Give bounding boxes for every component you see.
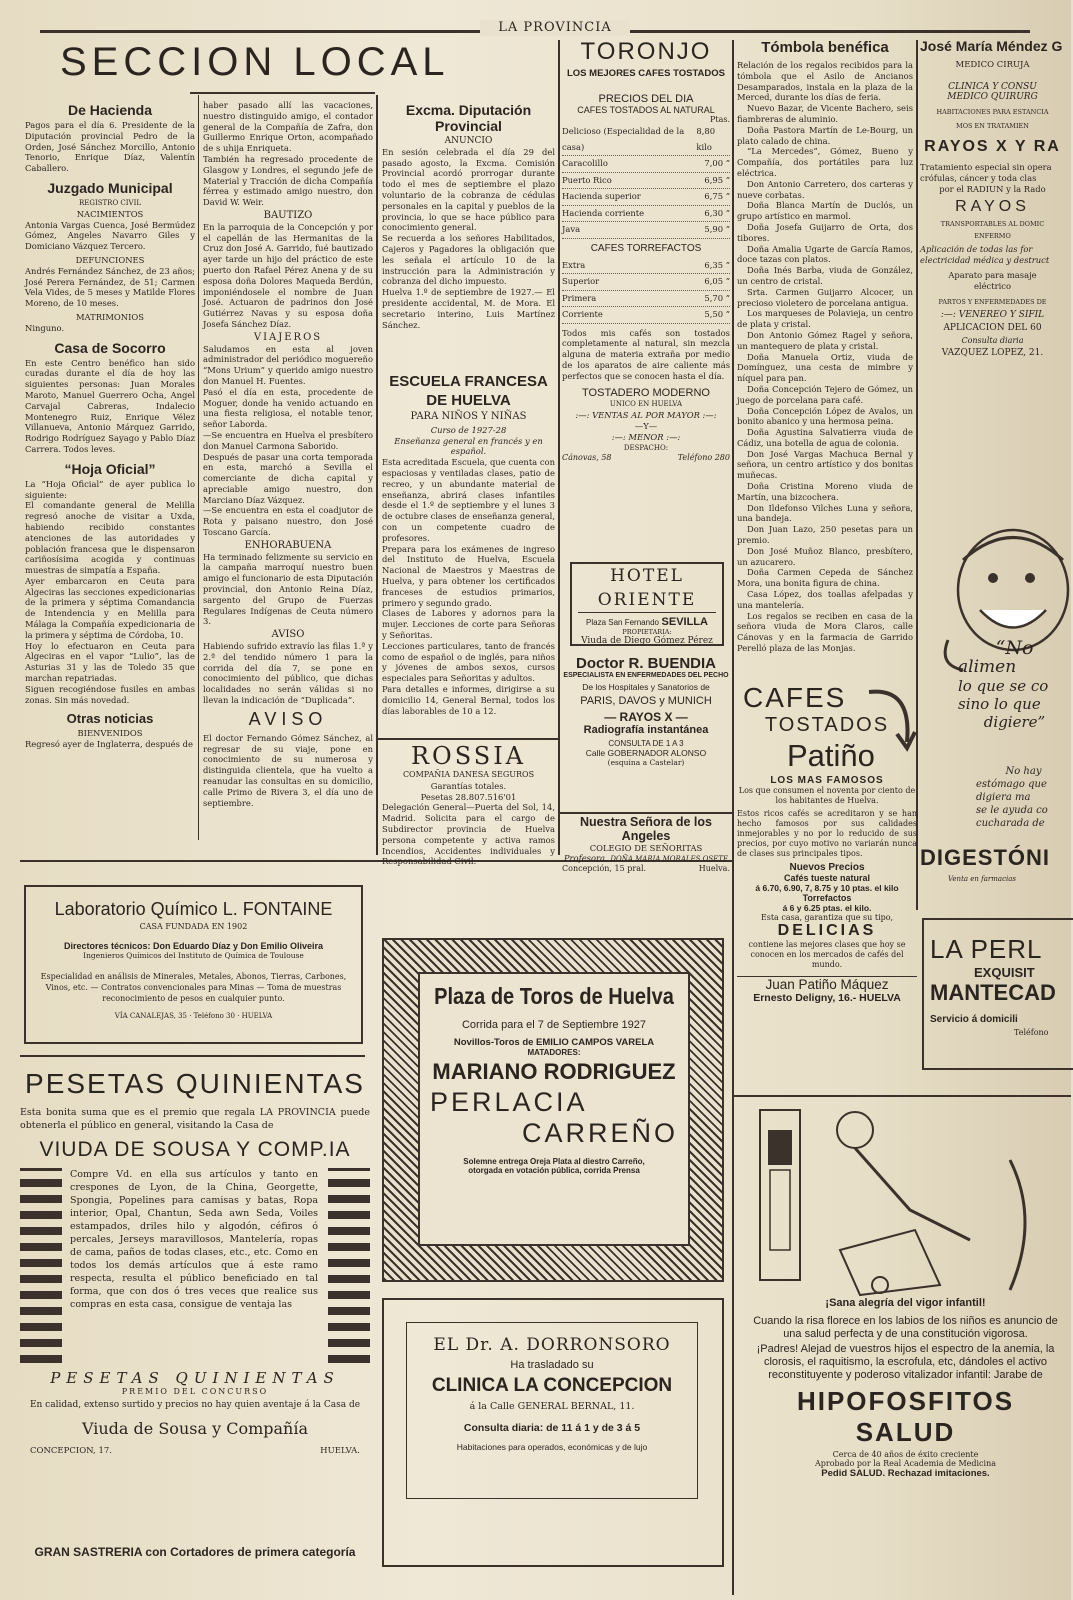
aviso-2-title: AVISO (248, 708, 328, 729)
fontaine-ing: Ingenieros Químicos del Instituto de Química de Toulouse (83, 951, 304, 960)
patino-tp: á 6 y 6.25 ptas. el kilo. (782, 903, 872, 913)
mendez-title: José María Méndez G (920, 38, 1063, 54)
column-1 (25, 100, 195, 840)
toros-corrida: Corrida para el 7 de Septiembre 1927 (461, 1019, 647, 1031)
buendia-esp: ESPECIALISTA EN ENFERMEDADES DEL PECHO (563, 672, 729, 679)
diputacion-title: Excma. Diputación Provincial (405, 102, 532, 134)
enhorabuena-title: ENHORABUENA (244, 539, 332, 551)
mendez-apl2: APLICACION DEL 60 (943, 322, 1042, 333)
viajeros-text-3: —Se encuentra en Huelva el presbítero don Manuel Carmona Saborido. (203, 429, 373, 451)
toronjo-ptas: Ptas. (709, 115, 730, 124)
masthead-title: LA PROVINCIA (480, 20, 630, 36)
diputacion-text-2: Se recuerda a los señores Habilitados, Cajeros y Pagadores la obligación que les señala el artículo 10 de la instrucción para la Administración y cobranza del dicho impuesto. (382, 233, 555, 287)
diputacion-text-1: En sesión celebrada el día 29 del pasado agosto, la Excma. Comisión Provincial acordó prorrogar durante todo el mes de septiembre el plazo voluntario de la cobranza de cédulas personales en la capital y pueblos de la provincia, lo que se hace público para conocimiento general. (382, 146, 555, 233)
digeston-se: se le ayuda co (976, 805, 1048, 816)
angeles-title: Nuestra Señora de los Angeles (580, 815, 712, 843)
toronjo-unico: UNICO EN HUELVA (609, 400, 683, 409)
digeston-nohay: No hay (1005, 766, 1042, 777)
toros-matador-2: PERLACIA (430, 1087, 588, 1117)
hipo-salud: SALUD (855, 1417, 956, 1447)
price-row (562, 156, 730, 173)
diputacion-text-3: Huelva 1.º de septiembre de 1927.— El presidente accidental, M. de Mora. El secretario interino, Luis Martínez Sánchez. (382, 287, 555, 330)
hipo-brand: HIPOFOSFITOS (796, 1386, 1015, 1416)
aviso-1-text: Habiendo sufrido extravío las filas 1.ª y 2.ª del tendido número 1 para la corrida del día 7, se pone en conocimiento del público, que dichas localidades no serán válidas si no llevan la indicación de “Duplicada”. (203, 641, 373, 706)
hipo-aprob: Aprobado por la Real Academia de Medicina (814, 1459, 997, 1468)
tombola-item: Don Antonio Carretero, dos carteras y nueve corbatas. (737, 178, 913, 200)
angeles-addr: Concepción, 15 pral. (562, 863, 647, 873)
toronjo-ad (562, 38, 730, 558)
toronjo-address: Cánovas, 58 (562, 453, 612, 463)
price-row (562, 173, 730, 190)
mendez-cro: crófulas, cáncer y toda clas (920, 172, 1037, 183)
mendez-quirurg: MEDICO QUIRURG (947, 92, 1038, 102)
socorro-title: Casa de Socorro (54, 339, 166, 356)
perla-serv: Servicio á domicili (930, 1014, 1018, 1025)
mendez-rad: por el RADIUN y la Rado (939, 183, 1046, 194)
toros-matadores: MATADORES: (527, 1048, 581, 1057)
tombola-list (737, 103, 913, 654)
digeston-venta: Venta en farmacias (948, 875, 1016, 883)
patino-famosos: LOS MAS FAMOSOS (770, 775, 884, 786)
escuela-text-2: Prepara para los exámenes de ingreso del Instituto de Huelva, Escuela Nacional de Maestros y Maestras de Huelva, y para obtener los certificados franceses de estudios primarios, primero y segundo grado. (382, 543, 555, 608)
escuela-text-3: Clases de Labores y adornos para la mujer. Lecciones de corte para Señoras y Señoritas. (382, 608, 555, 640)
hoja-text-5: Siguen recogiéndose fusiles en ambas zonas. Sin más novedad. (25, 683, 195, 705)
dorronsoro-title: EL Dr. A. DORRONSORO (433, 1335, 671, 1355)
toronjo-price-list-natural (562, 124, 730, 239)
dorronsoro-calle: á la Calle GENERAL BERNAL, 11. (469, 1401, 635, 1412)
tombola-item: Doña Carmen Cepeda de Sánchez Mora, una bonita figura de china. (737, 567, 913, 589)
digeston-lo: lo que se co (958, 677, 1049, 695)
price-value: 6,30 ” (704, 207, 730, 218)
price-row (562, 124, 730, 156)
toronjo-title: TORONJO (580, 38, 712, 65)
buendia-consulta: CONSULTA DE 1 A 3 (608, 739, 684, 748)
mendez-ven: :—: VENEREO Y SIFIL (940, 309, 1045, 320)
tombola-item: Los marqueses de Polavieja, un centro de plata y cristal. (737, 308, 913, 330)
tombola-item: Los regalos se reciben en casa de la señora viuda de Mora Claros, calle Cánovas y en la farmacia de Garrido Perelló plaza de las Monjas. (737, 610, 913, 654)
viajeros-text-5: —Se encuentra en esta el coadjutor de Rota y paisano nuestro, don José Toscano García. (203, 505, 373, 538)
mendez-rayos: RAYOS X Y RA (924, 138, 1061, 155)
patino-garantia: Esta casa, garantiza que su tipo, (760, 913, 894, 922)
pesetas-quinientas-ad (20, 1062, 370, 1542)
mendez-apar: Aparato para masaje (948, 269, 1037, 280)
digeston-estomago: estómago que (976, 779, 1047, 790)
ornament-right (328, 1168, 370, 1363)
escuela-francesa (382, 370, 555, 735)
tombola-item: Casa López, dos toallas afelpadas y una mantelería. (737, 589, 913, 610)
hoja-title: “Hoja Oficial” (64, 460, 156, 477)
gran-sastreria: GRAN SASTRERIA con Cortadores de primera categoría (34, 1545, 356, 1559)
digeston-no: “No (995, 637, 1034, 659)
digeston-sino: sino lo que (958, 695, 1041, 713)
hipo-pedid: Pedid SALUD. Rechazad imitaciones. (821, 1468, 990, 1479)
tombola-item: Doña Agustina Salvatierra viuda de Cádiz, una botella de agua de colonia. (737, 427, 913, 448)
toros-matador-1: MARIANO RODRIGUEZ (432, 1059, 676, 1084)
hotel-title: HOTEL ORIENTE (578, 564, 716, 613)
pesetas-city: HUELVA. (320, 1445, 360, 1456)
buendia-hosp: De los Hospitales y Sanatorios de (582, 682, 710, 692)
price-row (562, 258, 730, 275)
toros-title: Plaza de Toros de Huelva (434, 984, 674, 1010)
toronjo-note: Todos mis cafés son tostados completamente al natural, sin mezcla alguna de materia extraña por medio de los aparatos de aire caliente más perfectos que se conocen hasta el día. (562, 327, 730, 381)
digeston-cuch: cucharada de (976, 818, 1045, 829)
angeles-name: DOÑA MARIA MORALES OSETE (610, 854, 729, 863)
escuela-text-4: Lecciones particulares, tanto de francés como de español o de inglés, para niños y jóvenes de ambos sexos, cursos especiales para Señoritas y adultos. (382, 640, 555, 684)
toronjo-natural: CAFES TOSTADOS AL NATURAL (577, 105, 715, 115)
toronjo-ventas: :—: VENTAS AL POR MAYOR :—: (575, 410, 717, 421)
juzgado-title: Juzgado Municipal (47, 179, 173, 196)
patino-name: Juan Patiño Máquez (737, 976, 917, 992)
buendia-rayos: — RAYOS X — (604, 710, 688, 724)
tombola-item: Doña Pastora Martín de Le-Bourg, un plato calado de china. (737, 124, 913, 146)
patino-tostados: TOSTADOS (764, 714, 890, 736)
tombola-item: “La Mercedes”, Gómez, Bueno y Compañía, dos portátiles para luz eléctrica. (737, 146, 913, 178)
tombola-item: Nuevo Bazar, de Vicente Bachero, seis fiambreras de aluminio. (737, 103, 913, 124)
hacienda-title: De Hacienda (67, 102, 153, 118)
nacimientos-title: NACIMIENTOS (76, 208, 144, 219)
tombola-item: Doña Concepción Tejero de Gómez, un juego de porcelana para café. (737, 383, 913, 405)
price-value: 8,80 kilo (696, 126, 716, 152)
pesetas-body: Compre Vd. en ella sus artículos y tanto en crespones de Lyon, de la China, Georgette, Spongia, Popelines para camisas y batas, Ropa interior, Opal, Chantun, Seda awn Seda, Voiles estampados, driles hilo y algodón, céfiros ó percales, Jerseys maravillosos, Mantelería, ropas de cama, paños de todas clases, etc., etc. Como en todos los demás artículos que á este ramo respecta, resulta el público beneficiado en tal forma, que con dos ó tres veces que realice sus compras en esta casa, consigue de ventaja las (70, 1169, 318, 1310)
diputacion-sub: ANUNCIO (444, 136, 493, 146)
rossia-pesetas: Pesetas 28.807.516'01 (420, 791, 517, 802)
patino-contiene: contiene las mejores clases que hoy se conocen en los mercados de cafés del mundo. (748, 940, 906, 969)
mendez-vaz: VAZQUEZ LOPEZ, 21. (941, 347, 1044, 358)
hipo-text-1: Cuando la risa florece en los labios de los niños es anuncio de una salud perfecta y de una constitución vigorosa. (753, 1315, 1058, 1340)
pesetas-cal: En calidad, extenso surtido y precios no hay quien aventaje á la Casa de (29, 1400, 361, 1410)
price-value: 6,05 ” (704, 276, 730, 286)
patino-address: Ernesto Deligny, 16.- HUELVA (753, 992, 901, 1004)
toros-novillos: Novillos-Toros de EMILIO CAMPOS VARELA (453, 1037, 655, 1048)
tombola-item: Don José Muñoz Blanco, presbítero, un azucarero. (737, 545, 913, 567)
tombola-item: Doña Inés Barba, viuda de González, un centro de cristal. (737, 265, 913, 286)
aviso-2-text: El doctor Fernando Gómez Sánchez, al regresar de su viaje, pone en conocimiento de su numerosa y distinguida clientela, que ha vuelto a reanudar las consultas en su domicilio, calle Primo de Rivera 3, el día uno de septiembre. (203, 732, 373, 808)
rossia-garantias: Garantías totales. (430, 780, 507, 791)
patino-text-1: Los que consumen el noventa por ciento de los habitantes de Huelva. (738, 786, 916, 805)
tombola-item: Don Ildefonso Vilches Luna y señora, una bandeja. (737, 502, 913, 524)
tombola-benefica (737, 38, 913, 673)
escuela-sub: PARA NIÑOS Y NIÑAS (410, 411, 527, 422)
hipofosfitos-ad (740, 1100, 1071, 1560)
arrow-icon (867, 682, 917, 752)
buendia-cities: PARIS, DAVOS y MUNICH (580, 695, 712, 707)
mendez-elec2: eléctrico (973, 280, 1012, 291)
viajeros-text-4: Después de pasar una corta temporada en esta, marchó a Sevilla el comerciante de dicha capital y apreciable amigo nuestro, don Marciano Díaz Vázquez. (203, 451, 373, 505)
mendez-habit: HABITACIONES PARA ESTANCIA (936, 108, 1049, 116)
toronjo-sub: LOS MEJORES CAFES TOSTADOS (566, 68, 725, 79)
price-row (562, 189, 730, 206)
escuela-curso: Curso de 1927-28 (430, 424, 507, 435)
dorronsoro-habitaciones: Habitaciones para operados, económicas y de lujo (456, 1442, 648, 1452)
perla-title: LA PERL (930, 934, 1043, 964)
enhorabuena-text: Ha terminado felizmente su servicio en la campaña marroquí nuestro buen amigo el funcionario de esta Diputación provincial, don Antonio Reina Díaz, sargento del Grupo de Fuerzas Regulares Indígenas de Ceuta número 3. (203, 551, 373, 627)
viajeros-text-1: Saludamos en esta al joven administrador del periódico moguereño “Mons Urium” y querido amigo nuestro don Manuel H. Fuentes. (203, 343, 373, 386)
price-name: Caracolillo (562, 158, 608, 168)
mendez-ad (920, 38, 1065, 528)
pesetas-pq: PESETAS QUINIENTAS (50, 1369, 340, 1387)
price-value: 6,75 ” (704, 191, 730, 201)
tombola-item: Doña Manuela Ortiz, viuda de Domínguez, una cesta de mimbre y níquel para pan. (737, 351, 913, 384)
price-name: Extra (562, 259, 586, 270)
mendez-trat: Tratamiento especial sin opera (920, 162, 1052, 172)
toronjo-menor: :—: MENOR :—: (611, 431, 681, 442)
pesetas-premio: PREMIO DEL CONCURSO (121, 1387, 269, 1396)
patino-delicias: DELICIAS (777, 922, 877, 939)
hacienda-text: Pagos para el día 6. Presidente de la Diputación provincial Pedro de la Orden, José Sánchez Morcillo, Antonio Tenorio, Enrique Díaz, Valentín Caballero. (25, 120, 195, 174)
bautizo-title: BAUTIZO (263, 209, 313, 221)
price-value: 5,90 ” (704, 224, 730, 234)
toros-ad (418, 972, 690, 1246)
hipo-cerca: Cerca de 40 años de éxito creciente (832, 1450, 979, 1459)
section-title: SECCION LOCAL (60, 40, 450, 84)
pesetas-addr: CONCEPCION, 17. (30, 1445, 112, 1456)
tombola-item: Doña Cristina Moreno viuda de Martín, una bizcochera. (737, 481, 913, 502)
dorronsoro-clinica: CLINICA LA CONCEPCION (431, 1375, 673, 1396)
price-row (562, 291, 730, 308)
col2-text-2: También ha regresado procedente de Glasgow y Londres, el segundo jefe de Material y Tracción de dicha Compañía férrea y estimado amigo nuestro, don David W. Weir. (203, 153, 373, 208)
pesetas-intro: Esta bonita suma que es el premio que regala LA PROVINCIA puede obtenerla el público en general, visitando la Casa de (20, 1107, 370, 1131)
hotel-city: SEVILLA (661, 616, 708, 628)
patino-nuevos: Nuevos Precios (789, 862, 865, 873)
hoja-text-4: Hoy lo efectuaron en Ceuta para Algeciras en el vapor “Lulio”, las de Asturias 31 y las de Toledo 35 que marchan repatriadas. (25, 640, 195, 684)
mendez-elec: electricidad médica y destruct (920, 255, 1050, 266)
la-perla-ad (922, 918, 1073, 1070)
hotel-plaza: Plaza San Fernando (586, 618, 659, 627)
digeston-digiere: digiere” (983, 713, 1046, 731)
column-2 (203, 100, 373, 845)
hipo-sana: ¡Sana alegría del vigor infantil! (825, 1297, 986, 1309)
escuela-ense: Enseñanza general en francés y en español. (394, 435, 543, 457)
dorronsoro-ad (406, 1322, 698, 1499)
patino-text-2: Estos ricos cafés se acreditaron y se han hecho famosos por sus calidades inmejorables y no por lo reducido de sus precios, por cuyo motivo no variarán nunca de clases sus principales tipos. (737, 809, 917, 858)
fontaine-esp: Especialidad en análisis de Minerales, Metales, Abonos, Tierras, Carbones, Vinos, etc. — Contratos convencionales para Minas — Toma de muestras reconocimiento de pesos en cualquier punto. (40, 972, 347, 1003)
defunciones-title: DEFUNCIONES (75, 254, 145, 265)
tombola-intro: Relación de los regalos recibidos para la tómbola que el Asilo de Ancianos Desamparados, instala en la plaza de la Merced, durante los días de feria. (737, 60, 913, 103)
hotel-prop: PROPIETARIA: (622, 628, 672, 636)
escuela-text-5: Para detalles e informes, dirigirse a su domicilio 14, General Bernal, todos los días laborables de 10 a 12. (382, 683, 555, 716)
toronjo-price-list-torrefactos (562, 258, 730, 324)
hipo-text-2: ¡Padres! Alejad de vuestros hijos el espectro de la anemia, la clorosis, el raquitismo, la escrofula, etc, dándoles el activo reconstituyente y poderoso vitalizador infantil: Jarabe de (756, 1343, 1055, 1381)
price-name: Hacienda superior (562, 191, 641, 201)
defunciones-text: Andrés Fernández Sánchez, de 23 años; José Perera Fernández, de 51; Carmen Vela Vides, de 5 meses y Matilde Flores Moreno, de 10 meses. (25, 265, 195, 309)
toros-note-2: otorgada en votación pública, corrida Prensa (468, 1166, 640, 1175)
price-name: Hacienda corriente (562, 207, 645, 218)
price-row (562, 206, 730, 223)
child-pushing-box-illustration (740, 1100, 1071, 1295)
angeles-sub: COLEGIO DE SEÑORITAS (589, 843, 703, 853)
socorro-text: En este Centro benéfico han sido curadas durante el día de hoy las siguientes personas: Juan Morales Maroto, Manuel Guerrero Ocha, Angel Carvajal Cabreras, Indalecio Montenegro Ruiz, Enrique Vélez Villanueva, Antonio Márquez Garrido, Rodrigo Rodríguez Sayago y Pablo Díaz Carrera. Todos leves. (25, 357, 195, 454)
price-row (562, 307, 730, 324)
price-value: 7,00 ” (704, 158, 730, 168)
price-name: Java (562, 224, 581, 234)
toronjo-y: —Y— (634, 421, 658, 432)
perla-mant: MANTECAD (930, 980, 1056, 1005)
fontaine-dir: Directores técnicos: Don Eduardo Díaz y Don Emilio Oliveira (63, 941, 324, 951)
dorronsoro-consulta: Consulta diaria: de 11 á 1 y de 3 á 5 (463, 1422, 641, 1434)
aviso-1-title: AVISO (271, 629, 305, 641)
bienvenidos-text: Regresó ayer de Inglaterra, después de (25, 739, 193, 750)
toronjo-tostadero: TOSTADERO MODERNO (582, 387, 710, 400)
mendez-medico: MEDICO CIRUJA (955, 60, 1030, 70)
price-row (562, 222, 730, 239)
hoja-text-3: Ayer embarcaron en Ceuta para Algeciras las secciones expedicionarias de la primera y séptima Comandancia de Intendencia y en Melilla para Málaga la Compañía expedicionaria de la primera y séptima de Córdoba, 10. (25, 575, 195, 640)
toros-note-1: Solemne entrega Oreja Plata al diestro Carreño, (463, 1157, 645, 1166)
pesetas-viuda: VIUDA DE SOUSA Y COMP.IA (39, 1138, 351, 1161)
buendia-calle: Calle GOBERNADOR ALONSO (585, 748, 707, 758)
price-name: Delicioso (Especialidad de la casa) (562, 126, 685, 152)
bienvenidos-title: BIENVENIDOS (77, 728, 143, 739)
tombola-item: Doña Josefa Guijarro de Orta, dos tibores. (737, 221, 913, 243)
mendez-mos: MOS EN TRATAMIEN (956, 122, 1029, 130)
rossia-title: ROSSIA (410, 742, 527, 770)
fontaine-ad (24, 885, 363, 1044)
tombola-item: Doña Blanca Martín de Duclós, un grupo artístico en marmol. (737, 200, 913, 222)
buendia-title: Doctor R. BUENDIA (575, 655, 716, 672)
dorronsoro-tras: Ha trasladado su (510, 1359, 594, 1371)
tombola-item: Don Juan Lazo, 250 pesetas para un premio. (737, 524, 913, 546)
otras-title: Otras noticias (66, 711, 154, 727)
angeles-prof: Profesora, (563, 852, 608, 863)
matrimonios-title: MATRIMONIOS (75, 311, 145, 322)
patino-cafes: CAFES (743, 682, 847, 713)
toronjo-torrefactos: CAFES TORREFACTOS (590, 242, 702, 254)
price-value: 5,70 ” (704, 292, 730, 303)
pesetas-vs: Viuda de Sousa y Compañía (81, 1418, 308, 1438)
escuela-text-1: Esta acreditada Escuela, que cuenta con espaciosas y ventiladas clases, patio de recreo, y un abundante material de enseñanza, abrirá clases infantiles desde el 1.º de septiembre y el lunes 3 de octubre clases de enseñanza general, con un competente cuadro de profesores. (382, 457, 555, 543)
fontaine-title: Laboratorio Químico L. FONTAINE (54, 899, 333, 919)
price-name: Puerto Rico (562, 174, 612, 185)
tombola-item: Doña Amalia Ugarte de García Ramos, doce tazas con platos. (737, 243, 913, 265)
patino-prices: á 6.70, 6.90, 7, 8.75 y 10 ptas. el kilo (755, 883, 899, 893)
col2-text-1: haber pasado allí las vacaciones, nuestro distinguido amigo, el contador general de la Compañía de Zafra, don Guillermo Enrique Orton, acompañado de s uhija Enriqueta. (203, 100, 373, 154)
viajeros-text-2: Pasó el día en esta, procedente de Moguer, donde ha venido actuando en una fiesta religiosa, el notable tenor, señor Laborda. (203, 386, 373, 430)
price-row (562, 274, 730, 291)
rossia-sub: COMPAÑIA DANESA SEGUROS (402, 770, 535, 779)
patino-torrefactos: Torrefactos (802, 893, 852, 903)
patino-ad (737, 682, 917, 1092)
toronjo-despacho: DESPACHO: (623, 443, 669, 452)
fontaine-casa: CASA FUNDADA EN 1902 (139, 922, 248, 931)
mendez-rayos-2: RAYOS (955, 198, 1030, 216)
bautizo-text: En la parroquia de la Concepción y por el capellán de las Hermanitas de la Cruz don José A. Garrido, fué bautizado ayer tarde un hijo del práctico de este puerto don Rafael Pérez Anena y de su esposa doña Dolores Maqueda Berdún, imponiéndosele el nombre de Juan José. Actuaron de padrinos don José Gutiérrez Navas y su esposa doña Josefa Sánchez Díaz. (203, 221, 373, 329)
buendia-esq: (esquina a Castelar) (607, 758, 685, 767)
tombola-item: Srta. Carmen Guijarro Alcocer, un precioso violetero de porcelana antigua. (737, 286, 913, 308)
price-name: Corriente (562, 309, 603, 319)
mendez-enf: ENFERMO (974, 232, 1011, 241)
digeston-ad (918, 520, 1071, 905)
mendez-clinica: CLINICA Y CONSU (948, 82, 1037, 92)
pesetas-title: PESETAS QUINIENTAS (25, 1068, 365, 1099)
viajeros-title: VIAJEROS (253, 331, 323, 343)
matrimonios-text: Ninguno. (25, 322, 65, 333)
hoja-text-1: La “Hoja Oficial” de ayer publica lo siguiente: (25, 478, 195, 500)
rossia-text: Delegación General—Puerta del Sol, 14, Madrid. Solicita para el cargo de Subdirector provincia de Huelva persona competente y activa ramos Incendios, Accidentes individuales y Responsabilidad Civil. (382, 802, 555, 867)
perla-exq: EXQUISIT (974, 965, 1035, 980)
rossia-ad (382, 742, 555, 867)
ornament-left (20, 1168, 62, 1363)
buendia-radio: Radiografía instantánea (583, 724, 709, 736)
perla-tel: Teléfono (1014, 1028, 1049, 1037)
escuela-title: ESCUELA FRANCESA DE HUELVA (389, 373, 548, 409)
tombola-title: Tómbola benéfica (761, 39, 889, 56)
patino-natural: Cafés tueste natural (783, 873, 871, 883)
tombola-item: Don Antonio Gómez Ragel y señora, un mantequero de plata y cristal. (737, 329, 913, 351)
mendez-apl: Aplicación de todas las for (920, 244, 1033, 255)
hotel-oriente-ad (570, 562, 724, 646)
digeston-alimen: alimen (958, 657, 1017, 677)
angeles-ad (562, 815, 730, 873)
buendia-ad (562, 655, 730, 815)
angeles-city: Huelva. (698, 863, 730, 873)
digeston-brand: DIGESTÓNI (920, 845, 1051, 870)
price-value: 5,50 ” (704, 309, 730, 319)
nacimientos-text: Antonia Vargas Cuenca, José Bermúdez Gómez, Angeles Navarro Giles y Domiciano Vázquez Tercero. (25, 219, 195, 252)
tombola-item: Don José Vargas Machuca Bernal y señora, un centro artístico y dos bonitas muñecas. (737, 448, 913, 481)
mendez-partos: PARTOS Y ENFERMEDADES DE (938, 297, 1047, 306)
toronjo-precios: PRECIOS DEL DIA (598, 93, 694, 105)
price-name: Superior (562, 276, 600, 286)
price-value: 6,95 ” (704, 174, 730, 185)
registro-civil: REGISTRO CIVIL (78, 198, 142, 207)
tombola-item: Doña Concepción López de Avalos, un bonito abanico y una hermosa peina. (737, 405, 913, 427)
mendez-cons: Consulta diaria (961, 335, 1024, 345)
fontaine-addr: VÍA CANALEJAS, 35 · Teléfono 30 · HUELVA (114, 1012, 273, 1021)
patino-brand: Patiño (787, 738, 875, 773)
price-value: 6,35 ” (704, 259, 730, 270)
digeston-digiera: digiera ma (976, 792, 1031, 803)
toros-matador-3: CARREÑO (521, 1118, 678, 1148)
hoja-text-2: El comandante general de Melilla regresó anoche de visitar a Uxda, habiendo recibido constantes atenciones de las autoridades y población francesa que le dispensaron cariñosísima acogida y continuas muestras de simpatía a España. (25, 500, 195, 576)
price-name: Primera (562, 292, 597, 303)
hotel-owner: Viuda de Diego Gómez Pérez (581, 636, 713, 646)
mendez-trans: TRANSPORTABLES AL DOMIC (940, 220, 1045, 229)
toronjo-phone: Teléfono 280 (677, 453, 730, 463)
